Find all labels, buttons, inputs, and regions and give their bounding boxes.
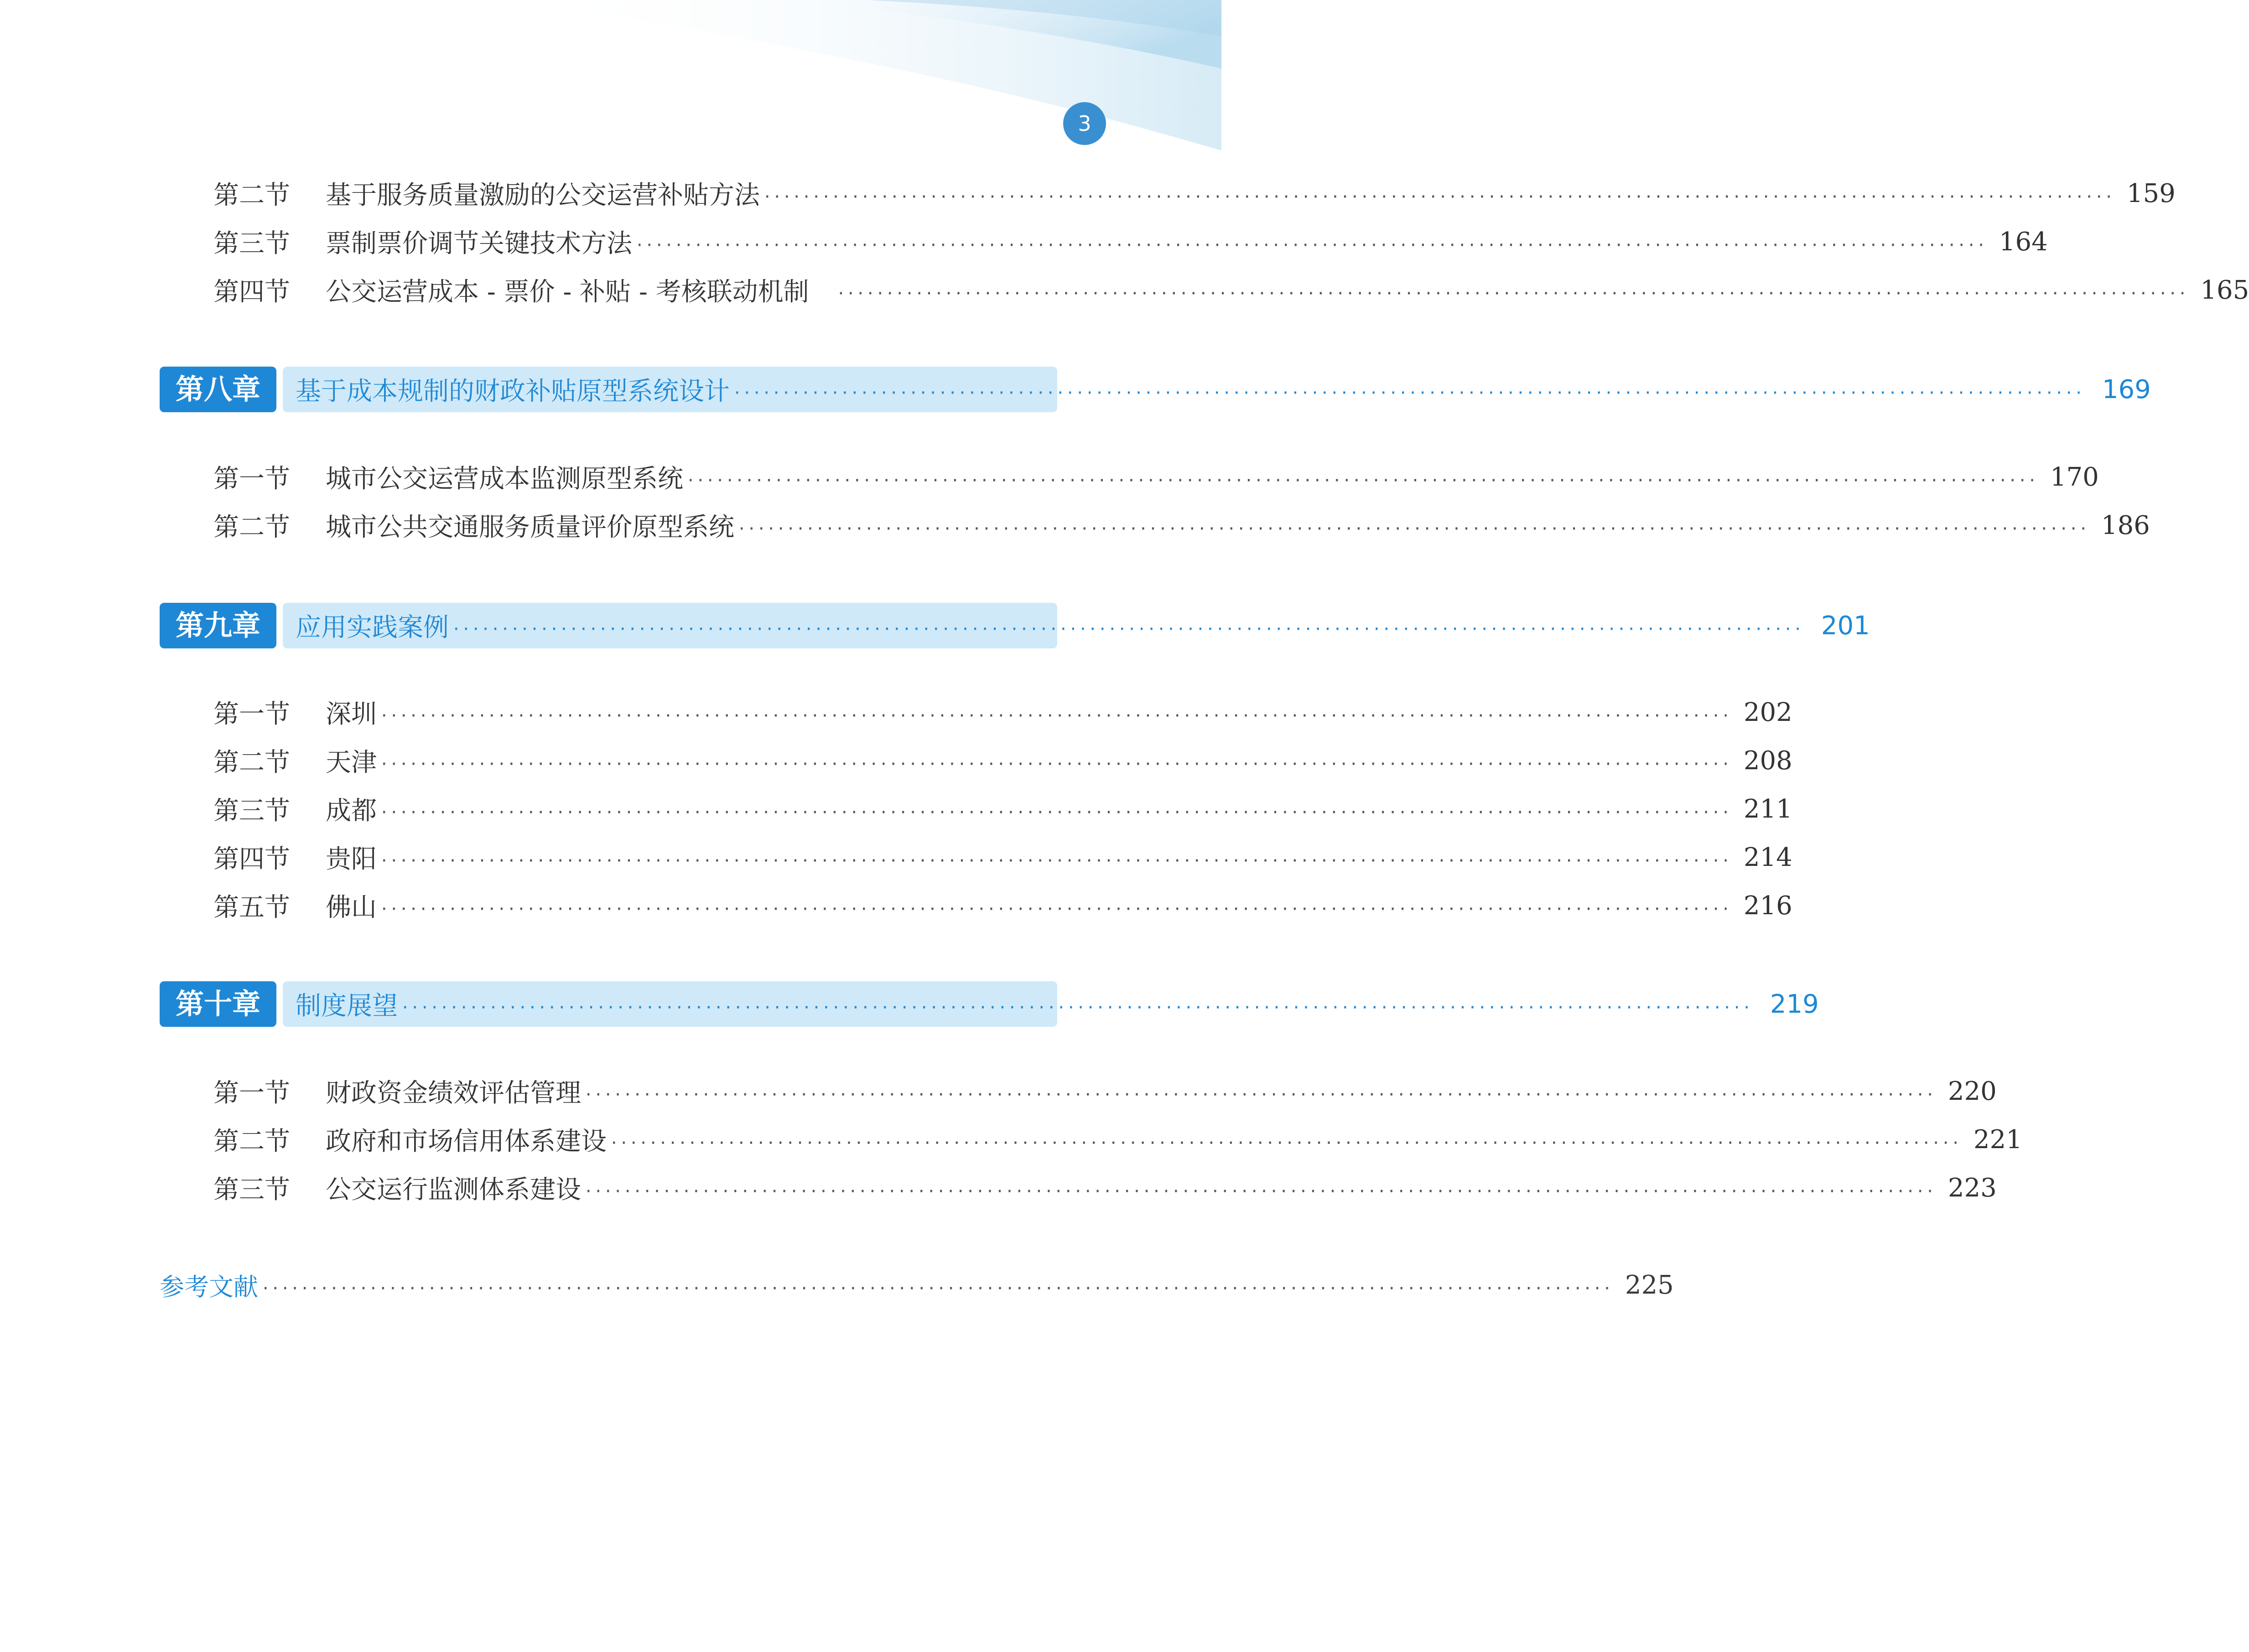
section-page: 214 — [1743, 842, 1792, 872]
chapter-heading-8[interactable] — [160, 367, 2151, 412]
section-page: 159 — [2126, 178, 2176, 208]
section-title: 成都 — [326, 796, 377, 826]
toc-section-row[interactable] — [213, 1117, 2022, 1162]
dot-leader: ·········································································································································· — [379, 900, 1731, 918]
dot-leader: ·········································································································································· — [836, 285, 2188, 303]
toc-section-row[interactable] — [213, 171, 2176, 216]
dot-leader: ·········································································································································· — [763, 188, 2114, 206]
chapter-title: 基于成本规制的财政补贴原型系统设计 — [296, 377, 730, 406]
section-page: 221 — [1973, 1124, 2022, 1155]
dot-leader: ·········································································································································· — [452, 620, 1803, 638]
toc-section-row[interactable] — [213, 219, 2048, 264]
dot-leader: ·········································································································································· — [379, 803, 1731, 822]
section-label: 第三节 — [213, 796, 290, 826]
chapter-title: 制度展望 — [296, 991, 398, 1021]
chapter-title-bar — [283, 981, 1819, 1027]
references-title: 参考文献 — [160, 1272, 258, 1301]
section-page: 202 — [1743, 697, 1792, 727]
toc-section-row[interactable] — [213, 834, 1792, 880]
dot-leader: ·········································································································································· — [737, 520, 2088, 538]
section-page: 165 — [2200, 275, 2249, 305]
section-page: 223 — [1948, 1173, 1997, 1203]
section-label: 第四节 — [213, 277, 290, 307]
dot-leader: ·········································································································································· — [584, 1182, 1935, 1201]
chapter-tab: 第九章 — [160, 603, 276, 648]
dot-leader: ·········································································································································· — [400, 999, 1752, 1017]
section-label: 第二节 — [213, 513, 290, 542]
chapter-page: 201 — [1821, 611, 1870, 641]
dot-leader: ·········································································································································· — [379, 707, 1731, 725]
section-label: 第二节 — [213, 748, 290, 777]
chapter-heading-10[interactable] — [160, 981, 1819, 1027]
section-title: 佛山 — [326, 893, 377, 922]
section-title: 政府和市场信用体系建设 — [326, 1127, 607, 1156]
section-title: 深圳 — [326, 699, 377, 729]
section-label: 第一节 — [213, 1078, 290, 1108]
references-page: 225 — [1625, 1270, 1674, 1300]
dot-leader: ·········································································································································· — [261, 1279, 1612, 1298]
toc-section-row[interactable] — [213, 1068, 1997, 1114]
section-page: 170 — [2050, 462, 2099, 492]
section-title: 财政资金绩效评估管理 — [326, 1078, 581, 1108]
page-number-badge: 3 — [1063, 102, 1106, 145]
section-title: 公交运行监测体系建设 — [326, 1175, 581, 1205]
chapter-heading-9[interactable] — [160, 603, 1870, 648]
section-page: 216 — [1743, 891, 1792, 921]
section-label: 第二节 — [213, 181, 290, 210]
chapter-title: 应用实践案例 — [296, 613, 449, 642]
toc-section-row[interactable] — [213, 267, 2249, 313]
section-page: 220 — [1948, 1076, 1997, 1106]
chapter-title-bar — [283, 367, 2151, 412]
section-title: 基于服务质量激励的公交运营补贴方法 — [326, 181, 760, 210]
toc-section-row[interactable] — [213, 738, 1792, 783]
section-title: 天津 — [326, 748, 377, 777]
toc-section-row[interactable] — [213, 1165, 1997, 1211]
section-label: 第一节 — [213, 464, 290, 494]
section-label: 第三节 — [213, 1175, 290, 1205]
section-title: 公交运营成本 - 票价 - 补贴 - 考核联动机制 — [326, 277, 809, 307]
dot-leader: ·········································································································································· — [635, 236, 1986, 254]
chapter-tab: 第八章 — [160, 367, 276, 412]
section-title: 城市公交运营成本监测原型系统 — [326, 464, 683, 494]
toc-section-row[interactable] — [213, 502, 2150, 548]
section-label: 第四节 — [213, 844, 290, 874]
dot-leader: ·········································································································································· — [584, 1086, 1935, 1104]
chapter-page: 219 — [1770, 989, 1819, 1019]
section-title: 城市公共交通服务质量评价原型系统 — [326, 513, 734, 542]
toc-section-row[interactable] — [213, 689, 1792, 735]
section-label: 第五节 — [213, 893, 290, 922]
section-title: 票制票价调节关键技术方法 — [326, 229, 632, 259]
dot-leader: ·········································································································································· — [686, 471, 2037, 490]
section-label: 第一节 — [213, 699, 290, 729]
header-decoration — [0, 0, 1221, 192]
section-title: 贵阳 — [326, 844, 377, 874]
toc-section-row[interactable] — [213, 786, 1792, 832]
toc-section-row[interactable] — [213, 454, 2099, 500]
chapter-tab: 第十章 — [160, 981, 276, 1027]
section-page: 186 — [2101, 510, 2150, 540]
section-label: 第三节 — [213, 229, 290, 259]
dot-leader: ·········································································································································· — [379, 852, 1731, 870]
dot-leader: ·········································································································································· — [732, 384, 2084, 402]
section-page: 208 — [1743, 746, 1792, 776]
section-page: 211 — [1743, 794, 1792, 824]
chapter-page: 169 — [2102, 374, 2151, 404]
toc-references-row[interactable] — [160, 1262, 1674, 1308]
dot-leader: ·········································································································································· — [609, 1134, 1961, 1152]
toc-section-row[interactable] — [213, 883, 1792, 928]
section-page: 164 — [1999, 227, 2048, 257]
chapter-title-bar — [283, 603, 1870, 648]
dot-leader: ·········································································································································· — [379, 755, 1731, 773]
section-label: 第二节 — [213, 1127, 290, 1156]
